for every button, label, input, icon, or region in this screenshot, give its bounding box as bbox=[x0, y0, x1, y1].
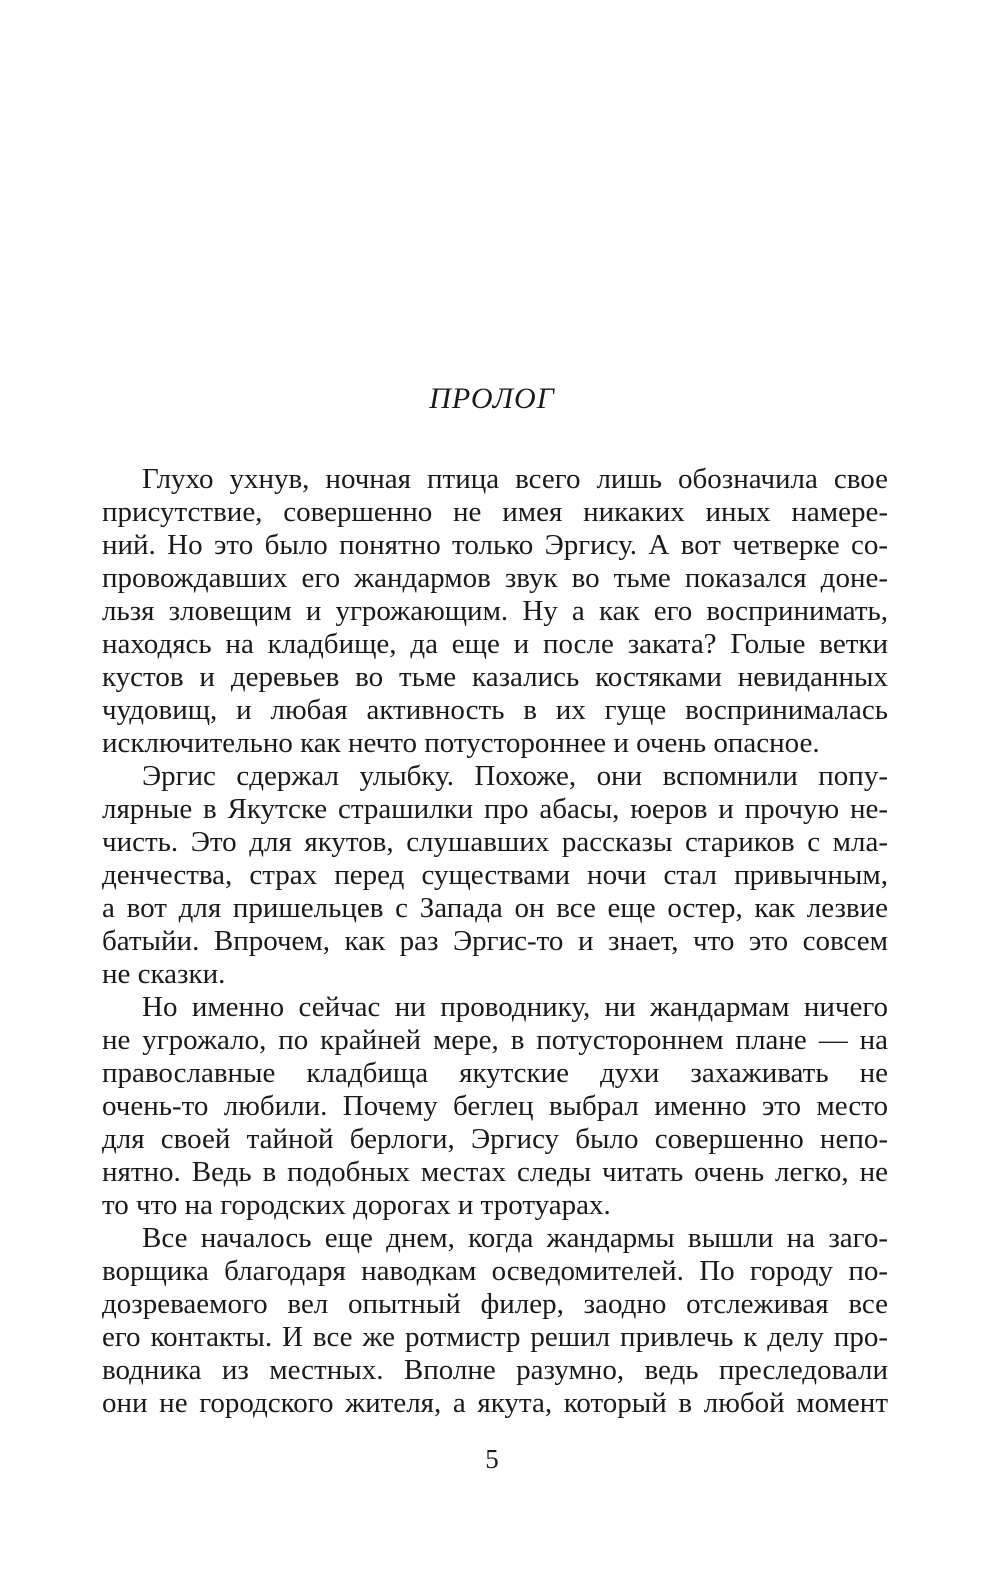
text-line: исключительно как нечто потустороннее и очень опасное. bbox=[102, 727, 820, 759]
text-line: а вот для пришельцев с Запада он все еще остер, как лезвие bbox=[102, 892, 888, 924]
text-line: очень-то любили. Почему беглец выбрал именно это место bbox=[102, 1090, 888, 1122]
text-line: батыйи. Впрочем, как раз Эргис-то и знает, что это совсем bbox=[102, 925, 888, 957]
text-line: чудовищ, и любая активность в их гуще воспринималась bbox=[102, 694, 888, 726]
text-line: нятно. Ведь в подобных местах следы читать очень легко, не bbox=[102, 1156, 888, 1188]
text-line: чисть. Это для якутов, слушавших рассказы стариков с мла- bbox=[102, 826, 888, 858]
text-line: не угрожало, по крайней мере, в потустороннем плане — на bbox=[102, 1024, 888, 1056]
text-line: ний. Но это было понятно только Эргису. А вот четверке со- bbox=[102, 529, 888, 561]
text-line: православные кладбища якутские духи захаживать не bbox=[102, 1057, 888, 1089]
text-line: Эргис сдержал улыбку. Похоже, они вспомнили попу- bbox=[142, 760, 888, 792]
text-line: провождавших его жандармов звук во тьме показался доне- bbox=[102, 562, 888, 594]
text-line: Но именно сейчас ни проводнику, ни жандармам ничего bbox=[142, 991, 888, 1023]
text-line: не сказки. bbox=[102, 958, 226, 990]
text-line: Все началось еще днем, когда жандармы вышли на заго- bbox=[142, 1222, 888, 1254]
text-line: они не городского жителя, а якута, который в любой момент bbox=[102, 1387, 888, 1419]
chapter-title: ПРОЛОГ bbox=[429, 382, 555, 415]
text-line: его контакты. И все же ротмистр решил привлечь к делу про- bbox=[102, 1321, 888, 1353]
page-number: 5 bbox=[485, 1444, 499, 1474]
text-line: то что на городских дорогах и тротуарах. bbox=[102, 1189, 611, 1221]
text-line: для своей тайной берлоги, Эргису было совершенно непо- bbox=[102, 1123, 888, 1155]
text-line: присутствие, совершенно не имея никаких иных намере- bbox=[102, 496, 888, 528]
text-line: ворщика благодаря наводкам осведомителей. По городу по- bbox=[102, 1255, 888, 1287]
body-text bbox=[102, 463, 888, 1420]
text-line: денчества, страх перед существами ночи стал привычным, bbox=[102, 859, 888, 891]
text-line: дозреваемого вел опытный филер, заодно отслеживая все bbox=[102, 1288, 888, 1320]
text-line: льзя зловещим и угрожающим. Ну а как его воспринимать, bbox=[102, 595, 888, 627]
text-line: лярные в Якутске страшилки про абасы, юеров и прочую не- bbox=[102, 793, 888, 825]
text-line: находясь на кладбище, да еще и после заката? Голые ветки bbox=[102, 628, 888, 660]
text-line: кустов и деревьев во тьме казались костяками невиданных bbox=[102, 661, 888, 693]
text-line: водника из местных. Вполне разумно, ведь преследовали bbox=[102, 1354, 888, 1386]
text-line: Глухо ухнув, ночная птица всего лишь обозначила свое bbox=[142, 463, 888, 495]
